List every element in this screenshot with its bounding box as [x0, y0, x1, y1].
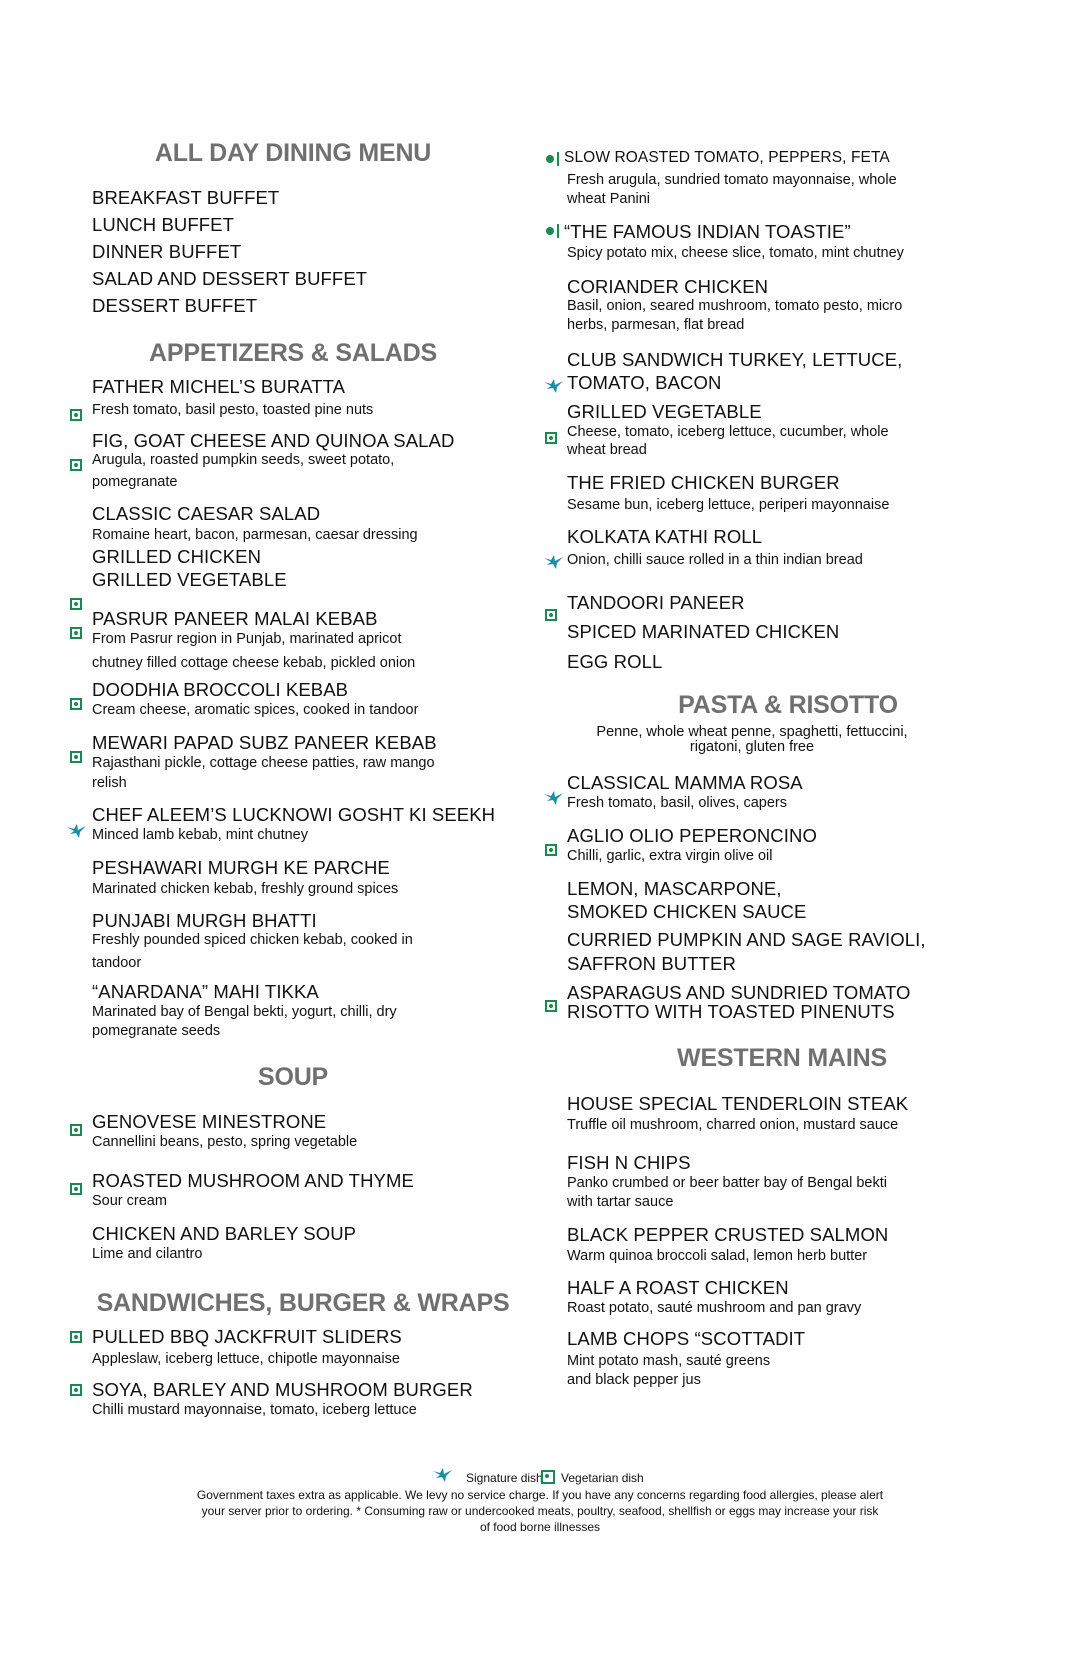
menu-item-name: GRILLED VEGETABLE: [567, 401, 762, 422]
menu-item-desc: Onion, chilli sauce rolled in a thin indian bread: [567, 552, 863, 568]
legend-signature-label: Signature dish: [466, 1471, 543, 1485]
menu-item-desc: Roast potato, sauté mushroom and pan gravy: [567, 1300, 862, 1316]
mains-heading: WESTERN MAINS: [677, 1044, 887, 1072]
menu-item-name: CLASSIC CAESAR SALAD: [92, 503, 321, 524]
signature-dish-icon: [66, 823, 88, 839]
vegetarian-icon: [546, 152, 562, 166]
menu-item-name: ROASTED MUSHROOM AND THYME: [92, 1170, 414, 1191]
pasta-heading: PASTA & RISOTTO: [678, 691, 898, 719]
footer-note: your server prior to ordering. * Consuming raw or undercooked meats, poultry, seafood, shellfish or eggs may increase your risk: [201, 1504, 879, 1518]
menu-item-name: CLUB SANDWICH TURKEY, LETTUCE,: [567, 349, 903, 370]
menu-item-name: TANDOORI PANEER: [567, 592, 745, 613]
signature-dish-icon: [543, 790, 565, 806]
buffet-item: LUNCH BUFFET: [92, 214, 235, 235]
menu-item-desc: Truffle oil mushroom, charred onion, mustard sauce: [567, 1117, 899, 1133]
menu-item-name: DOODHIA BROCCOLI KEBAB: [92, 679, 349, 700]
menu-item-desc: Fresh arugula, sundried tomato mayonnaise, whole: [567, 172, 897, 188]
menu-item-desc: with tartar sauce: [567, 1194, 674, 1210]
menu-item-name: SLOW ROASTED TOMATO, PEPPERS, FETA: [564, 149, 890, 166]
menu-item-desc: wheat Panini: [567, 191, 651, 207]
menu-item-desc: Panko crumbed or beer batter bay of Bengal bekti: [567, 1175, 887, 1191]
signature-dish-icon: [432, 1467, 454, 1483]
menu-item-desc: Sour cream: [92, 1193, 167, 1209]
vegetarian-icon: [545, 609, 557, 621]
menu-item-desc: wheat bread: [567, 442, 647, 458]
menu-item-desc: Sesame bun, iceberg lettuce, periperi mayonnaise: [567, 497, 890, 513]
menu-item-name: SAFFRON BUTTER: [567, 953, 736, 974]
menu-item-desc: Fresh tomato, basil pesto, toasted pine nuts: [92, 402, 374, 418]
vegetarian-icon: [545, 432, 557, 444]
menu-item-name: HOUSE SPECIAL TENDERLOIN STEAK: [567, 1093, 909, 1114]
menu-item-desc: Chilli, garlic, extra virgin olive oil: [567, 848, 773, 864]
footer-note: Government taxes extra as applicable. We levy no service charge. If you have any concerns regarding food allergies, please alert: [196, 1488, 884, 1502]
menu-item-name: CORIANDER CHICKEN: [567, 276, 769, 297]
menu-item-desc: Basil, onion, seared mushroom, tomato pesto, micro: [567, 298, 903, 314]
vegetarian-icon: [70, 627, 82, 639]
legend-vegetarian-label: Vegetarian dish: [561, 1471, 644, 1485]
vegetarian-icon: [70, 1124, 82, 1136]
menu-item-name: CHICKEN AND BARLEY SOUP: [92, 1223, 357, 1244]
menu-item-desc: and black pepper jus: [567, 1372, 701, 1388]
menu-item-option: GRILLED VEGETABLE: [92, 569, 287, 590]
menu-item-desc: Fresh tomato, basil, olives, capers: [567, 795, 788, 811]
signature-dish-icon: [543, 554, 565, 570]
pasta-note: Penne, whole wheat penne, spaghetti, fettuccini,: [596, 724, 908, 740]
menu-item-name: GENOVESE MINESTRONE: [92, 1111, 327, 1132]
sandwich-heading: SANDWICHES, BURGER & WRAPS: [96, 1289, 510, 1317]
vegetarian-icon: [541, 1470, 555, 1484]
menu-item-desc: Cheese, tomato, iceberg lettuce, cucumber, whole: [567, 424, 889, 440]
soup-heading: SOUP: [257, 1063, 329, 1091]
menu-item-name: FATHER MICHEL’S BURATTA: [92, 376, 346, 397]
menu-item-name: BLACK PEPPER CRUSTED SALMON: [567, 1224, 889, 1245]
menu-item-desc: Minced lamb kebab, mint chutney: [92, 827, 308, 843]
menu-item-desc: Rajasthani pickle, cottage cheese patties, raw mango: [92, 755, 435, 771]
menu-item-desc: Spicy potato mix, cheese slice, tomato, mint chutney: [567, 245, 904, 261]
menu-item-desc: herbs, parmesan, flat bread: [567, 317, 745, 333]
menu-item-desc: Warm quinoa broccoli salad, lemon herb butter: [567, 1248, 868, 1264]
vegetarian-icon: [545, 1000, 557, 1012]
menu-item-desc: Romaine heart, bacon, parmesan, caesar dressing: [92, 527, 418, 543]
menu-item-name: SPICED MARINATED CHICKEN: [567, 621, 840, 642]
menu-item-name: HALF A ROAST CHICKEN: [567, 1277, 789, 1298]
menu-item-desc: Marinated bay of Bengal bekti, yogurt, chilli, dry: [92, 1004, 397, 1020]
menu-item-name: SOYA, BARLEY AND MUSHROOM BURGER: [92, 1379, 473, 1400]
menu-item-desc: Arugula, roasted pumpkin seeds, sweet potato,: [92, 452, 395, 468]
menu-item-desc: Marinated chicken kebab, freshly ground spices: [92, 881, 399, 897]
menu-item-desc: Cannellini beans, pesto, spring vegetable: [92, 1134, 358, 1150]
menu-item-desc: From Pasrur region in Punjab, marinated apricot: [92, 631, 402, 647]
menu-item-name: CHEF ALEEM’S LUCKNOWI GOSHT KI SEEKH: [92, 804, 496, 825]
menu-item-name: THE FRIED CHICKEN BURGER: [567, 472, 840, 493]
signature-dish-icon: [543, 378, 565, 394]
menu-item-desc: Cream cheese, aromatic spices, cooked in tandoor: [92, 702, 419, 718]
vegetarian-icon: [70, 598, 82, 610]
menu-item-name: PULLED BBQ JACKFRUIT SLIDERS: [92, 1326, 402, 1347]
menu-item-desc: Lime and cilantro: [92, 1246, 203, 1262]
menu-item-name: CLASSICAL MAMMA ROSA: [567, 772, 803, 793]
menu-item-name: PUNJABI MURGH BHATTI: [92, 910, 317, 931]
menu-item-name: KOLKATA KATHI ROLL: [567, 526, 763, 547]
buffet-item: BREAKFAST BUFFET: [92, 187, 280, 208]
vegetarian-icon: [545, 844, 557, 856]
menu-item-option: GRILLED CHICKEN: [92, 546, 262, 567]
vegetarian-icon: [546, 224, 562, 238]
buffet-item: DINNER BUFFET: [92, 241, 242, 262]
menu-title: ALL DAY DINING MENU: [154, 139, 432, 167]
menu-item-name: TOMATO, BACON: [567, 372, 722, 393]
menu-item-name: LAMB CHOPS “SCOTTADIT: [567, 1328, 806, 1349]
vegetarian-icon: [70, 751, 82, 763]
menu-item-name: FISH N CHIPS: [567, 1152, 691, 1173]
menu-item-desc: pomegranate: [92, 474, 178, 490]
menu-item-desc: pomegranate seeds: [92, 1023, 221, 1039]
menu-item-desc: Freshly pounded spiced chicken kebab, cooked in: [92, 932, 413, 948]
vegetarian-icon: [70, 409, 82, 421]
vegetarian-icon: [70, 698, 82, 710]
menu-item-name: ASPARAGUS AND SUNDRIED TOMATO: [567, 982, 911, 1003]
menu-item-name: AGLIO OLIO PEPERONCINO: [567, 825, 817, 846]
menu-item-name: “ANARDANA” MAHI TIKKA: [92, 981, 319, 1002]
menu-item-desc: chutney filled cottage cheese kebab, pickled onion: [92, 655, 416, 671]
menu-item-desc: tandoor: [92, 955, 142, 971]
menu-item-name: SMOKED CHICKEN SAUCE: [567, 901, 807, 922]
menu-item-name: FIG, GOAT CHEESE AND QUINOA SALAD: [92, 430, 455, 451]
menu-item-name: CURRIED PUMPKIN AND SAGE RAVIOLI,: [567, 929, 926, 950]
menu-item-name: EGG ROLL: [567, 651, 663, 672]
menu-item-name: LEMON, MASCARPONE,: [567, 878, 782, 899]
menu-item-desc: Chilli mustard mayonnaise, tomato, iceberg lettuce: [92, 1402, 417, 1418]
buffet-item: SALAD AND DESSERT BUFFET: [92, 268, 368, 289]
menu-item-name: PASRUR PANEER MALAI KEBAB: [92, 608, 378, 629]
vegetarian-icon: [70, 1384, 82, 1396]
menu-item-desc: relish: [92, 775, 127, 791]
menu-item-desc: Appleslaw, iceberg lettuce, chipotle mayonnaise: [92, 1351, 400, 1367]
appetizers-heading: APPETIZERS & SALADS: [149, 339, 437, 367]
footer-note: of food borne illnesses: [479, 1520, 601, 1534]
menu-item-desc: Mint potato mash, sauté greens: [567, 1353, 771, 1369]
buffet-item: DESSERT BUFFET: [92, 295, 258, 316]
menu-item-name: PESHAWARI MURGH KE PARCHE: [92, 857, 390, 878]
vegetarian-icon: [70, 1183, 82, 1195]
pasta-note: rigatoni, gluten free: [689, 739, 815, 755]
menu-item-name: RISOTTO WITH TOASTED PINENUTS: [567, 1001, 895, 1022]
menu-item-name: MEWARI PAPAD SUBZ PANEER KEBAB: [92, 732, 437, 753]
vegetarian-icon: [70, 1331, 82, 1343]
menu-item-name: “THE FAMOUS INDIAN TOASTIE”: [564, 221, 851, 242]
vegetarian-icon: [70, 459, 82, 471]
